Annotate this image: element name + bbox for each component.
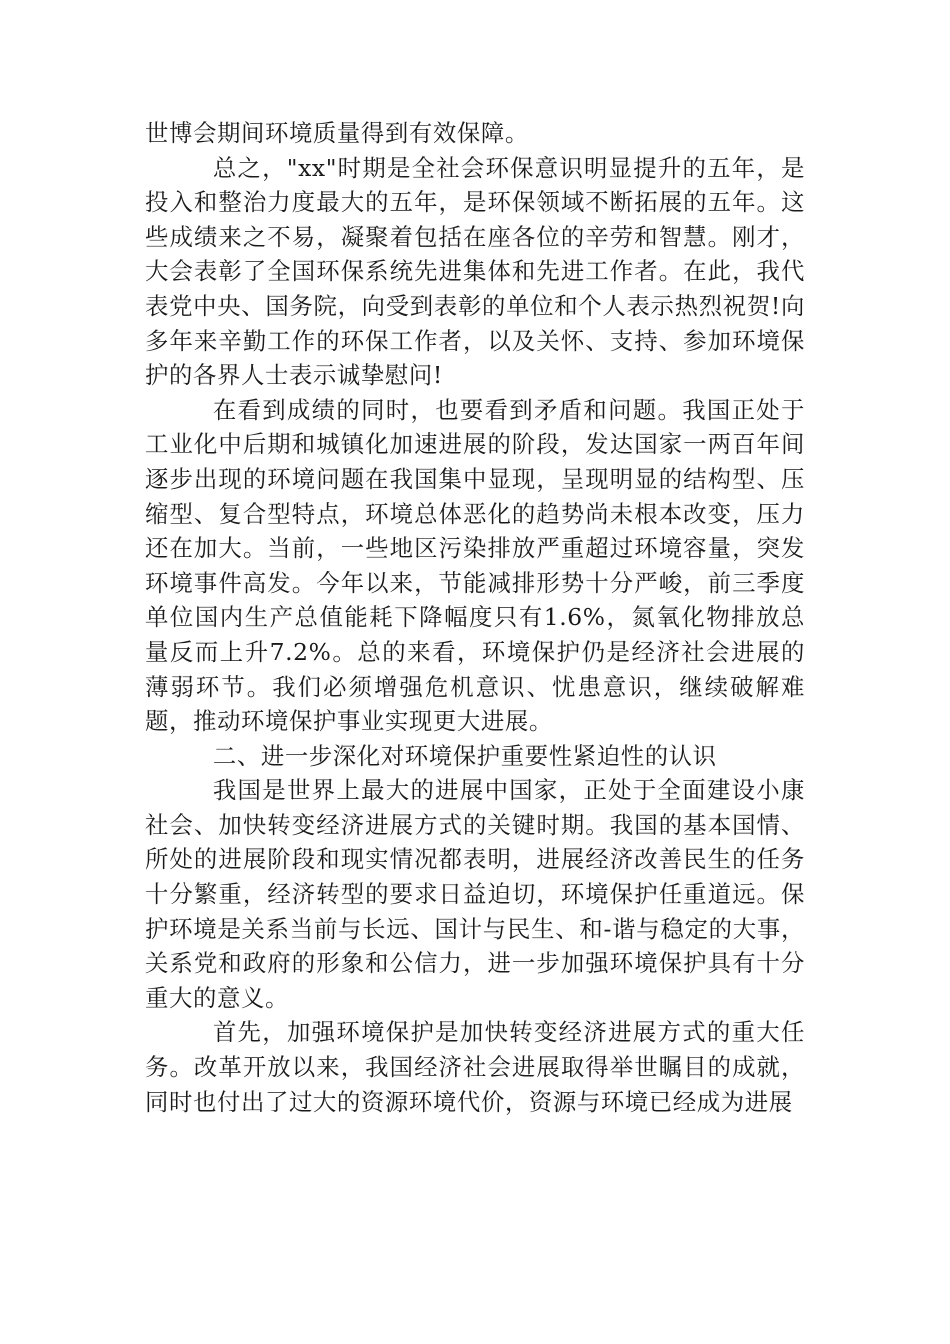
document-body bbox=[145, 116, 805, 1119]
section-heading: 二、进一步深化对环境保护重要性紧迫性的认识 bbox=[212, 741, 717, 770]
paragraph-first-point: 首先，加强环境保护是加快转变经济进展方式的重大任务。改革开放以来，我国经济社会进展取得举世瞩目的成就，同时也付出了过大的资源环境代价，资源与环境已经成为进展 bbox=[145, 1018, 805, 1116]
paragraph-summary: 总之，"xx"时期是全社会环保意识明显提升的五年，是投入和整治力度最大的五年，是环保领域不断拓展的五年。这些成绩来之不易，凝聚着包括在座各位的辛劳和智慧。刚才，大会表彰了全国环保系统先进集体和先进工作者。在此，我代表党中央、国务院，向受到表彰的单位和个人表示热烈祝贺!向多年来辛勤工作的环保工作者，以及关怀、支持、参加环境保护的各界人士表示诚挚慰问! bbox=[145, 153, 805, 390]
paragraph-national-conditions: 我国是世界上最大的进展中国家，正处于全面建设小康社会、加快转变经济进展方式的关键时期。我国的基本国情、所处的进展阶段和现实情况都表明，进展经济改善民生的任务十分繁重，经济转型的要求日益迫切，环境保护任重道远。保护环境是关系当前与长远、国计与民生、和-谐与稳定的大事，关系党和政府的形象和公信力，进一步加强环境保护具有十分重大的意义。 bbox=[145, 776, 805, 1012]
paragraph-problems: 在看到成绩的同时，也要看到矛盾和问题。我国正处于工业化中后期和城镇化加速进展的阶段，发达国家一两百年间逐步出现的环境问题在我国集中显现，呈现明显的结构型、压缩型、复合型特点，环境总体恶化的趋势尚未根本改变，压力还在加大。当前，一些地区污染排放严重超过环境容量，突发环境事件高发。今年以来，节能减排形势十分严峻，前三季度单位国内生产总值能耗下降幅度只有1.6%，氮氧化物排放总量反而上升7.2%。总的来看，环境保护仍是经济社会进展的薄弱环节。我们必须增强危机意识、忧患意识，继续破解难题，推动环境保护事业实现更大进展。 bbox=[145, 395, 805, 736]
paragraph-continuation: 世博会期间环境质量得到有效保障。 bbox=[145, 119, 529, 147]
